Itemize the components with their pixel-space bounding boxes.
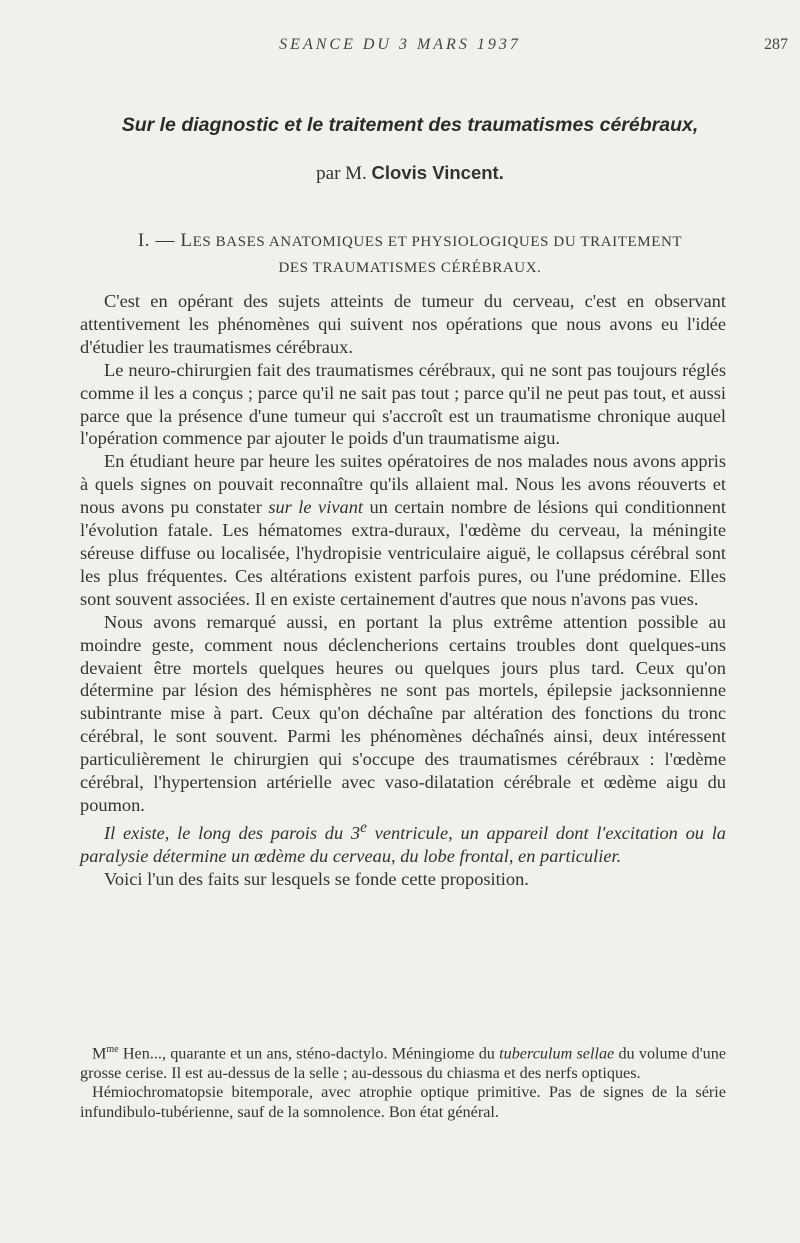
paragraph-1: C'est en opérant des sujets atteints de tumeur du cerveau, c'est en observant attentivement les phénomènes qui suivent nos opérations que nous avons eu l'idée d'étudier les traumatismes cérébraux. bbox=[80, 291, 726, 357]
paragraph-6: Voici l'un des faits sur lesquels se fonde cette proposition. bbox=[104, 868, 529, 889]
article-body bbox=[80, 290, 726, 891]
section-heading bbox=[80, 228, 740, 281]
running-head bbox=[0, 36, 800, 60]
section-first-letter: L bbox=[180, 230, 193, 251]
byline bbox=[80, 162, 740, 185]
paragraph-5-text-b: ventricule, un appareil dont l'excitation ou la paralysie détermine un œdème du cerveau, du lobe frontal, en particulier. bbox=[80, 822, 726, 866]
page-number: 287 bbox=[764, 36, 788, 53]
case-note-emphasis: tuberculum sellae bbox=[499, 1044, 615, 1063]
article-title: Sur le diagnostic et le traitement des traumatismes cérébraux, bbox=[121, 114, 699, 136]
paragraph-3-emphasis: sur le vivant bbox=[268, 497, 363, 518]
paragraph-5-text-a: Il existe, le long des parois du 3 bbox=[104, 822, 361, 843]
paragraph-5-superscript: e bbox=[360, 818, 367, 836]
paragraph-3-text-b: un certain nombre de lésions qui conditionnent l'évolution fatale. Les hématomes extra-duraux, l'œdème du cerveau, la méningite séreuse diffuse ou localisée, l'hydropisie ventriculaire aiguë, le collapsus cérébral sont les plus fréquentes. Ces altérations existent parfois pures, ou l'une prédomine. Elles sont souvent associées. Il en existe certainement d'autres que nous n'avons pas vues. bbox=[80, 497, 726, 609]
section-numeral: I. — bbox=[137, 230, 181, 251]
running-title: SEANCE DU 3 MARS 1937 bbox=[279, 36, 521, 53]
case-note bbox=[80, 1040, 726, 1122]
paragraph-5 bbox=[80, 817, 726, 868]
paragraph-4: Nous avons remarqué aussi, en portant la plus extrême attention possible au moindre geste, comment nous déclencherions certains troubles dont quelques-uns devaient être mortels quelques heures ou quelques jours plus tard. Ceux qu'on détermine par lésion des hémisphères ne sont pas mortels, épilepsie jacksonnienne subintrante mise à part. Ceux qu'on déchaîne par altération des fonctions du tronc cérébral, le sont souvent. Parmi les phénomènes déchaînés ainsi, deux intéressent particulièrement le chirurgien qui s'occupe des traumatismes cérébraux : l'œdème cérébral, l'hypertension artérielle avec vaso-dilatation cérébrale et œdème aigu du poumon. bbox=[80, 611, 726, 815]
case-note-title-superscript: me bbox=[106, 1044, 119, 1055]
paragraph-3 bbox=[80, 450, 726, 610]
case-note-title-prefix: M bbox=[92, 1044, 107, 1063]
case-note-text-b: du volume d'une grosse cerise. Il est au-dessus de la selle ; au-dessous du chiasma et des nerfs optiques. bbox=[80, 1044, 727, 1082]
author-name: Clovis Vincent. bbox=[371, 162, 504, 183]
case-note-paragraph-2: Hémiochromatopsie bitemporale, avec atrophie optique primitive. Pas de signes de la série infundibulo-tubérienne, sauf de la somnolence. Bon état général. bbox=[80, 1083, 726, 1121]
paragraph-2: Le neuro-chirurgien fait des traumatismes cérébraux, qui ne sont pas toujours réglés comme il les a conçus ; parce qu'il ne sait pas tout ; parce qu'il ne peut pas tout, et aussi parce que la présence d'une tumeur qui s'accroît est un traumatisme chronique auquel l'opération commence par ajouter le poids d'un traumatisme aigu. bbox=[80, 359, 726, 449]
case-note-paragraph-1 bbox=[80, 1040, 726, 1083]
byline-prefix: par M. bbox=[316, 163, 372, 184]
paragraph-3-text-a: En étudiant heure par heure les suites opératoires de nos malades nous avons appris à quels signes on pouvait reconnaître qu'ils allaient mal. Nous les avons réouverts et nous avons pu constater bbox=[80, 451, 726, 518]
section-heading-line-1 bbox=[80, 228, 740, 255]
section-heading-line-2: DES TRAUMATISMES CÉRÉBRAUX. bbox=[278, 260, 542, 276]
case-note-text-a: Hen..., quarante et un ans, sténo-dactylo. Méningiome du bbox=[118, 1044, 500, 1063]
section-heading-text-1: ES BASES ANATOMIQUES ET PHYSIOLOGIQUES DU TRAITEMENT bbox=[192, 234, 683, 250]
